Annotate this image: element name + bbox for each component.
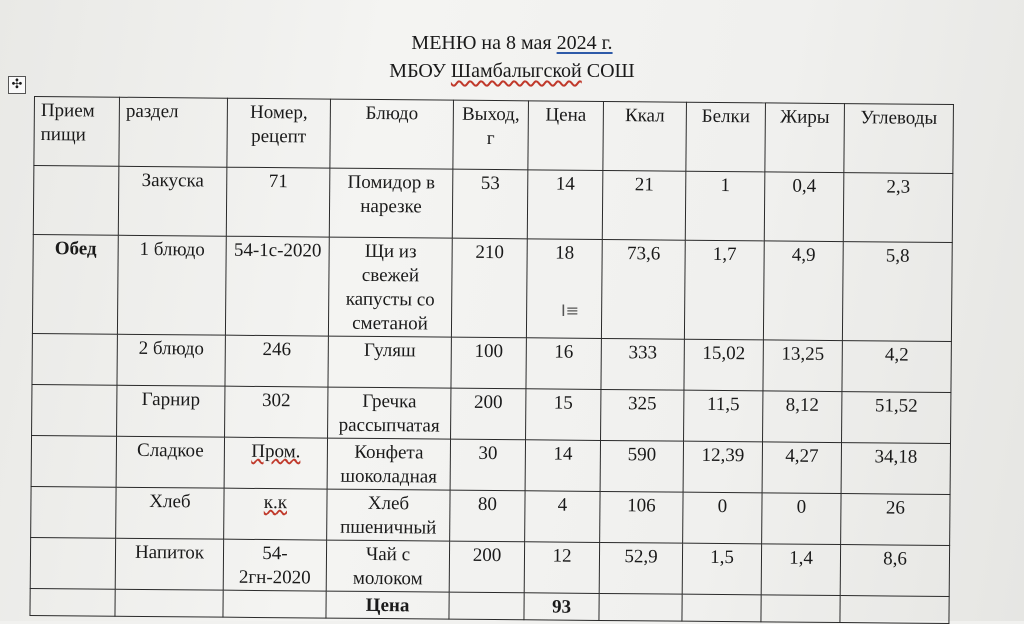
cell-dish: Хлеб пшеничный bbox=[327, 489, 450, 541]
table-row bbox=[32, 234, 952, 341]
col-header: Белки bbox=[686, 102, 766, 172]
cell-section: Напиток bbox=[115, 538, 223, 590]
cell-protein: 11,5 bbox=[684, 390, 763, 442]
cell-carbs: 5,8 bbox=[842, 242, 952, 342]
cell-dish: Помидор в нарезке bbox=[329, 168, 453, 238]
cell-price: 16 bbox=[526, 338, 601, 390]
cell-recipe: 246 bbox=[225, 335, 328, 387]
empty-cell bbox=[115, 589, 223, 617]
cell-section: 2 блюдо bbox=[117, 334, 225, 386]
cell-section: Гарнир bbox=[117, 385, 225, 437]
cell-fat: 4,9 bbox=[763, 241, 843, 341]
cell-kcal: 333 bbox=[601, 338, 684, 390]
cell-carbs: 2,3 bbox=[843, 173, 953, 243]
col-header: Углеводы bbox=[844, 104, 954, 174]
cell-recipe: 71 bbox=[226, 167, 330, 237]
text-cursor-icon: I≡ bbox=[561, 301, 580, 320]
cell-meal: Обед bbox=[32, 234, 118, 334]
cell-price: 14 bbox=[525, 440, 600, 492]
cell-price: 12 bbox=[524, 542, 599, 594]
cell-meal bbox=[32, 333, 117, 385]
col-header: Ккал bbox=[603, 101, 687, 171]
cell-fat: 1,4 bbox=[761, 544, 840, 596]
cell-price: 18 bbox=[526, 239, 602, 339]
cell-meal bbox=[30, 537, 115, 589]
cell-fat: 13,25 bbox=[763, 340, 842, 392]
cell-kcal: 21 bbox=[602, 170, 686, 240]
cell-section: 1 блюдо bbox=[117, 235, 226, 335]
cell-fat: 8,12 bbox=[763, 391, 842, 443]
cell-recipe: Пром. bbox=[224, 437, 327, 489]
empty-cell bbox=[840, 596, 949, 624]
move-handle-icon[interactable]: ✣ bbox=[8, 76, 26, 94]
col-header: Цена bbox=[528, 101, 604, 171]
cell-protein: 1,7 bbox=[684, 240, 764, 340]
empty-cell bbox=[682, 594, 761, 622]
cell-dish: Конфета шоколадная bbox=[327, 438, 450, 490]
cell-yield: 53 bbox=[452, 169, 528, 239]
cell-yield: 200 bbox=[449, 541, 524, 593]
cell-recipe: 54-2гн-2020 bbox=[223, 539, 326, 591]
cell-yield: 100 bbox=[451, 337, 526, 389]
cell-kcal: 73,6 bbox=[601, 239, 685, 339]
menu-table bbox=[29, 96, 954, 624]
cell-dish: Гречка рассыпчатая bbox=[328, 387, 451, 439]
menu-title: МЕНЮ на 8 мая 2024 г. bbox=[411, 32, 613, 54]
cell-carbs: 26 bbox=[841, 494, 950, 546]
col-header: Номер, рецепт bbox=[227, 98, 331, 168]
cell-dish: Чай с молоком bbox=[326, 540, 449, 592]
cell-kcal: 590 bbox=[600, 440, 683, 492]
table-row bbox=[30, 537, 949, 596]
table-row bbox=[31, 435, 950, 494]
cell-price: 14 bbox=[527, 170, 603, 240]
cell-price: 4 bbox=[525, 491, 600, 543]
col-header: Выход, г bbox=[453, 100, 529, 170]
col-header: Блюдо bbox=[330, 99, 454, 169]
col-header: раздел bbox=[119, 97, 228, 167]
col-header: Прием пищи bbox=[34, 97, 120, 167]
cell-meal bbox=[31, 435, 116, 487]
cell-recipe: 302 bbox=[225, 386, 328, 438]
cell-section: Закуска bbox=[118, 166, 227, 236]
table-row bbox=[31, 486, 950, 545]
cell-protein: 1 bbox=[685, 171, 765, 241]
cell-protein: 12,39 bbox=[683, 441, 762, 493]
table-row bbox=[33, 166, 953, 243]
cell-section: Хлеб bbox=[116, 487, 224, 539]
empty-cell bbox=[761, 595, 840, 623]
cell-kcal: 52,9 bbox=[599, 542, 682, 594]
cell-fat: 0,4 bbox=[764, 172, 844, 242]
col-header: Жиры bbox=[765, 103, 845, 173]
empty-cell bbox=[599, 593, 682, 621]
school-title: МБОУ Шамбалыгской СОШ bbox=[389, 60, 635, 82]
cell-kcal: 325 bbox=[601, 389, 684, 441]
cell-yield: 30 bbox=[450, 439, 525, 491]
cell-section: Сладкое bbox=[116, 436, 224, 488]
cell-meal bbox=[33, 166, 119, 236]
cell-carbs: 34,18 bbox=[841, 443, 950, 495]
cell-dish: Щи из свежей капусты со сметаной bbox=[328, 237, 452, 337]
cell-recipe: к.к bbox=[224, 488, 327, 540]
cell-protein: 0 bbox=[683, 492, 762, 544]
table-header-row bbox=[34, 97, 954, 174]
cell-fat: 4,27 bbox=[762, 442, 841, 494]
cell-yield: 80 bbox=[450, 490, 525, 542]
cell-meal bbox=[32, 384, 117, 436]
empty-cell bbox=[223, 590, 326, 618]
cell-price: 15 bbox=[526, 389, 601, 441]
cell-protein: 15,02 bbox=[684, 339, 763, 391]
cell-carbs: 8,6 bbox=[840, 545, 949, 597]
table-row bbox=[32, 333, 951, 392]
cell-carbs: 4,2 bbox=[842, 341, 951, 393]
empty-cell bbox=[449, 592, 524, 620]
cell-carbs: 51,52 bbox=[842, 392, 951, 444]
empty-cell bbox=[30, 588, 115, 616]
cell-yield: 200 bbox=[451, 388, 526, 440]
cell-dish: Гуляш bbox=[328, 336, 451, 388]
cell-fat: 0 bbox=[762, 493, 841, 545]
cell-kcal: 106 bbox=[600, 491, 683, 543]
total-label: Цена bbox=[326, 591, 449, 619]
cell-meal bbox=[31, 486, 116, 538]
cell-yield: 210 bbox=[451, 238, 527, 338]
cell-protein: 1,5 bbox=[682, 543, 761, 595]
table-row bbox=[32, 384, 951, 443]
cell-recipe: 54-1с-2020 bbox=[225, 236, 329, 336]
total-value: 93 bbox=[524, 593, 599, 621]
